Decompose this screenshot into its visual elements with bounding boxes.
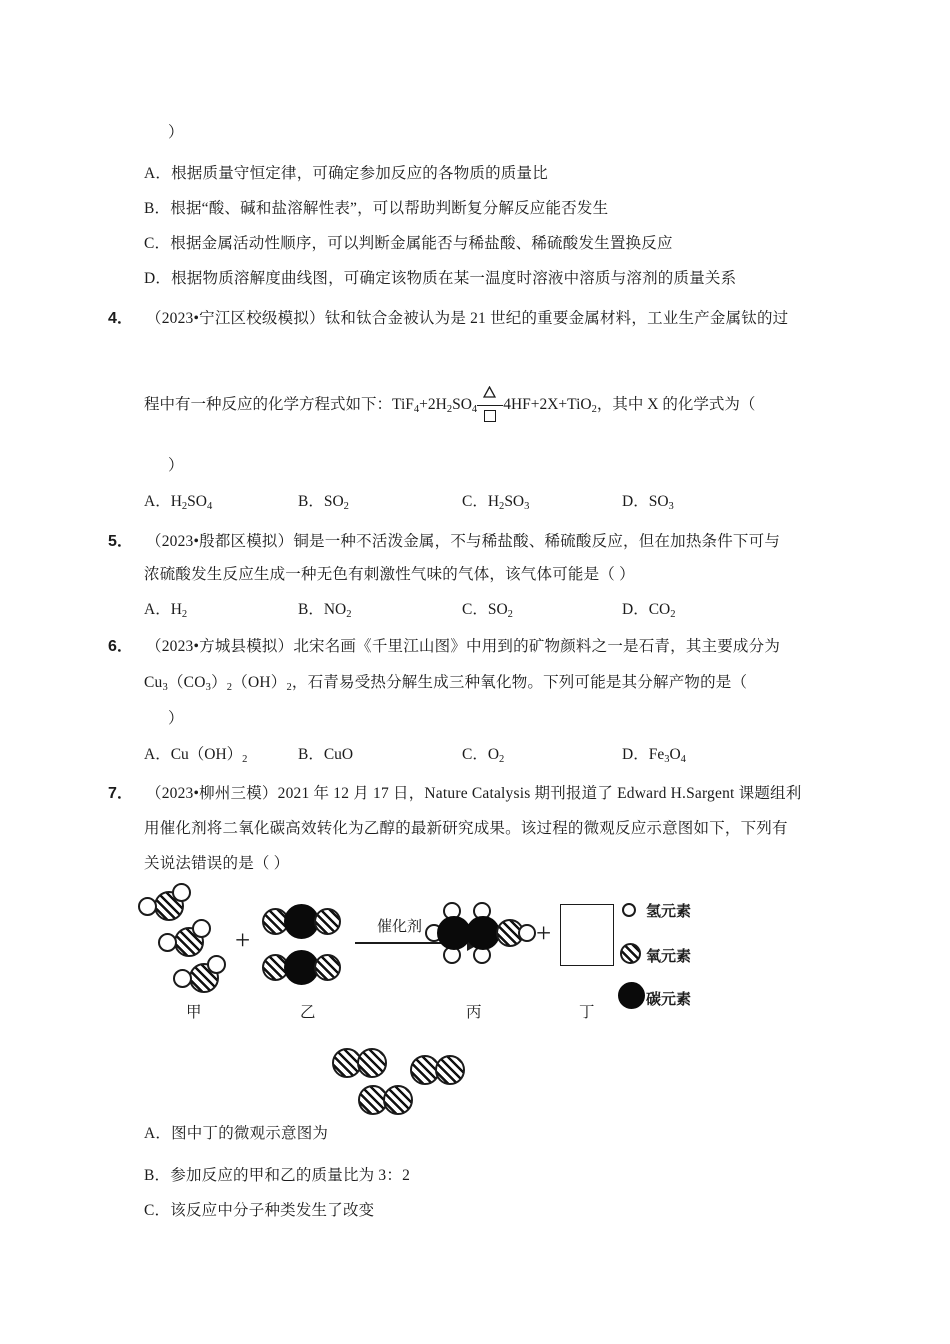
hydrogen-atom <box>138 897 157 916</box>
delta-triangle-icon <box>483 385 496 397</box>
product2-label: 丁 <box>579 1004 595 1021</box>
q4-option-c: C．$H_2SO_3$ <box>462 493 530 512</box>
q6-close-paren: ） <box>168 710 184 727</box>
carbon-dioxide-molecule-1 <box>262 904 354 938</box>
ethanol-molecule <box>425 902 535 964</box>
oxygen-atom-icon <box>620 943 641 964</box>
water-molecule-2 <box>158 919 216 959</box>
q5-option-a: A．$H_2$ <box>144 601 188 620</box>
q6-option-c: C．$O_2$ <box>462 746 505 765</box>
oxygen-atom <box>435 1055 465 1085</box>
legend-label-hydrogen: 氢元素 <box>646 903 692 920</box>
plus-sign-1: + <box>235 925 251 955</box>
q4-equation-suffix: ，其中 X 的化学式为（ <box>596 396 756 413</box>
q3-option-b: B．根据“酸、碱和盐溶解性表”，可以帮助判断复分解反应能否发生 <box>144 200 609 217</box>
q4-equation-left: $TiF_4+2H_2SO_4$ <box>392 396 478 415</box>
q5-option-b: B．$NO_2$ <box>298 601 352 620</box>
microscopic-reaction-diagram <box>0 880 950 1145</box>
q5-number: 5． <box>108 533 133 550</box>
q7-stem-line2: 用催化剂将二氧化碳高效转化为乙醇的最新研究成果。该过程的微观反应示意图如下，下列有 <box>144 820 788 837</box>
q3-close-paren: ） <box>168 124 184 141</box>
q5-option-c: C．$SO_2$ <box>462 601 513 620</box>
q7-stem-line3: 关说法错误的是（ ） <box>144 855 290 872</box>
q6-number: 6． <box>108 638 133 655</box>
q7-option-c: C．该反应中分子种类发生了改变 <box>144 1202 375 1219</box>
diagram-legend <box>622 900 742 1010</box>
oxygen-molecule-3 <box>358 1085 418 1117</box>
reactant2-label: 乙 <box>300 1004 316 1021</box>
oxygen-atom <box>357 1048 387 1078</box>
legend-label-oxygen: 氧元素 <box>646 948 692 965</box>
q4-equation-right: 4HF+2X+TiO$_2$ <box>503 396 597 415</box>
product1-label: 丙 <box>466 1004 482 1021</box>
q6-option-d: D．$Fe_3O_4$ <box>622 746 686 765</box>
hydrogen-atom <box>518 924 536 942</box>
q4-option-a: A．$H_2SO_4$ <box>144 493 213 512</box>
hydrogen-atom-icon <box>622 903 636 917</box>
oxygen-atom <box>383 1085 413 1115</box>
q4-close-paren: ） <box>168 457 184 474</box>
water-molecule-3 <box>173 955 231 995</box>
oxygen-molecule-2 <box>410 1055 470 1087</box>
oxygen-molecule-1 <box>332 1048 392 1080</box>
q3-option-a: A．根据质量守恒定律，可确定参加反应的各物质的质量比 <box>144 165 548 182</box>
q3-option-d: D．根据物质溶解度曲线图，可确定该物质在某一温度时溶液中溶质与溶剂的质量关系 <box>144 270 737 287</box>
q4-option-d: D．$SO_3$ <box>622 493 674 512</box>
catalyst-label: 催化剂 <box>377 919 423 935</box>
q6-stem-line2 <box>144 670 747 693</box>
q7-option-b: B．参加反应的甲和乙的质量比为 3：2 <box>144 1167 411 1184</box>
q4-number: 4． <box>108 310 133 327</box>
water-molecule-1 <box>138 883 196 923</box>
hydrogen-atom <box>172 883 191 902</box>
q5-stem-line1: （2023•殷都区模拟）铜是一种不活泼金属，不与稀盐酸、稀硫酸反应，但在加热条件下可与 <box>146 533 781 550</box>
q3-option-c: C．根据金属活动性顺序，可以判断金属能否与稀盐酸、稀硫酸发生置换反应 <box>144 235 673 252</box>
oxygen-atom <box>314 954 341 981</box>
q7-stem-line1: （2023•柳州三模）2021 年 12 月 17 日，Nature Catalysis 期刊报道了 Edward H.Sargent 课题组利 <box>146 785 802 802</box>
q5-stem-line2: 浓硫酸发生反应生成一种无色有刺激性气味的气体，该气体可能是（ ） <box>144 566 635 583</box>
carbon-atom <box>466 916 500 950</box>
unknown-product-box <box>560 904 614 966</box>
q4-equation-prefix: 程中有一种反应的化学方程式如下： <box>144 396 393 413</box>
q6-formula-azurite: $Cu_3(CO_3)_2(OH)_2$ <box>144 674 292 693</box>
q6-stem-line2-suffix: ，石青易受热分解生成三种氧化物。下列可能是其分解产物的是（ <box>291 674 748 691</box>
q5-option-d: D．$CO_2$ <box>622 601 676 620</box>
hydrogen-atom <box>207 955 226 974</box>
q7-option-a: A．图中丁的微观示意图为 <box>144 1125 329 1142</box>
condition-empty-square-icon <box>484 410 496 422</box>
hydrogen-atom <box>192 919 211 938</box>
q6-stem-line1: （2023•方城县模拟）北宋名画《千里江山图》中用到的矿物颜料之一是石青，其主要成分为 <box>146 638 781 655</box>
oxygen-atom <box>314 908 341 935</box>
carbon-atom-icon <box>618 982 645 1009</box>
carbon-dioxide-molecule-2 <box>262 950 354 984</box>
hydrogen-atom <box>158 933 177 952</box>
legend-label-carbon: 碳元素 <box>646 991 692 1008</box>
q4-option-b: B．$SO_2$ <box>298 493 349 512</box>
q6-option-a: A．$Cu(OH)_2$ <box>144 746 248 765</box>
reaction-condition-arrow-icon <box>477 398 503 413</box>
q4-equation-row <box>144 392 755 415</box>
q7-number: 7． <box>108 785 133 802</box>
plus-sign-2: + <box>536 918 552 948</box>
hydrogen-atom <box>173 969 192 988</box>
q4-stem-line1: （2023•宁江区校级模拟）钛和钛合金被认为是 21 世纪的重要金属材料，工业生产金属钛的过 <box>146 310 789 327</box>
q6-option-b: B．CuO <box>298 746 354 763</box>
reactant1-label: 甲 <box>186 1004 202 1021</box>
